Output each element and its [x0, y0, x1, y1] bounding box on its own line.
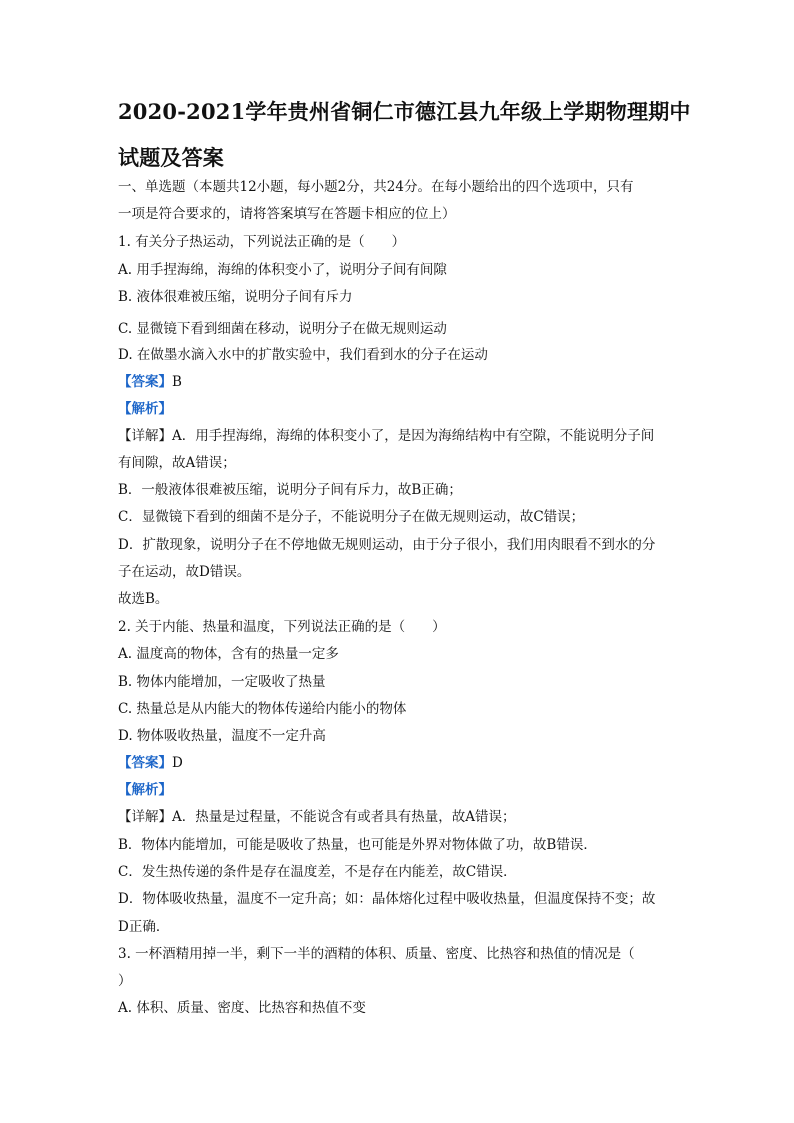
- q2-option-b: B. 物体内能增加，一定吸收了热量: [118, 674, 326, 690]
- q1-answer-value: B: [172, 374, 182, 390]
- q2-analysis-tag: [118, 781, 172, 799]
- q2-option-a: A. 温度高的物体，含有的热量一定多: [118, 646, 339, 662]
- q1-option-a: A. 用手捏海绵，海绵的体积变小了，说明分子间有间隙: [118, 262, 447, 278]
- q1-detail-a-line-2: 有间隙，故A错误；: [118, 455, 236, 471]
- q1-detail-d-line-1: D．扩散现象，说明分子在不停地做无规则运动，由于分子很小，我们用肉眼看不到水的分: [118, 537, 656, 553]
- q3-option-a: A. 体积、质量、密度、比热容和热值不变: [118, 1000, 366, 1016]
- q2-detail-d-line-2: D正确．: [118, 919, 170, 935]
- q1-detail-a-text: A．用手捏海绵，海绵的体积变小了，是因为海绵结构中有空隙，不能说明分子间: [172, 428, 655, 444]
- q2-answer: [118, 754, 183, 772]
- q1-stem: 1. 有关分子热运动，下列说法正确的是（ ）: [118, 234, 406, 250]
- q1-option-b: B. 液体很难被压缩，说明分子间有斥力: [118, 289, 353, 305]
- q1-detail-c: C．显微镜下看到的细菌不是分子，不能说明分子在做无规则运动，故C错误；: [118, 509, 585, 525]
- q3-stem-line-1: 3. 一杯酒精用掉一半，剩下一半的酒精的体积、质量、密度、比热容和热值的情况是（: [118, 946, 635, 962]
- q2-detail-a: [118, 808, 516, 826]
- q2-answer-value: D: [172, 755, 183, 771]
- q1-analysis-tag: [118, 400, 172, 418]
- document-title-line-2: 试题及答案: [118, 145, 224, 170]
- q2-detail-c: C．发生热传递的条件是存在温度差，不是存在内能差，故C错误．: [118, 864, 517, 880]
- q1-detail-b: B．一般液体很难被压缩，说明分子间有斥力，故B正确；: [118, 482, 462, 498]
- section-heading-line-2: 一项是符合要求的，请将答案填写在答题卡相应的位上）: [118, 206, 456, 222]
- answer-tag: 【答案】: [118, 374, 172, 390]
- section-heading-line-1: 一、单选题（本题共12小题，每小题2分，共24分。在每小题给出的四个选项中，只有: [118, 179, 634, 195]
- detail-tag: 【详解】: [118, 428, 172, 444]
- q1-detail-a-line-1: [118, 427, 654, 445]
- document-title-line-1: 2020-2021学年贵州省铜仁市德江县九年级上学期物理期中: [118, 99, 691, 124]
- q2-stem: 2. 关于内能、热量和温度，下列说法正确的是（ ）: [118, 619, 446, 635]
- q1-option-c: C. 显微镜下看到细菌在移动，说明分子在做无规则运动: [118, 321, 447, 337]
- q3-stem-line-2: ）: [118, 973, 132, 989]
- q2-option-c: C. 热量总是从内能大的物体传递给内能小的物体: [118, 701, 407, 717]
- q2-detail-a-text: A．热量是过程量，不能说含有或者具有热量，故A错误；: [172, 809, 516, 825]
- answer-tag: 【答案】: [118, 755, 172, 771]
- detail-tag: 【详解】: [118, 809, 172, 825]
- q2-detail-d-line-1: D．物体吸收热量，温度不一定升高；如：晶体熔化过程中吸收热量，但温度保持不变；故: [118, 891, 656, 907]
- q1-option-d: D. 在做墨水滴入水中的扩散实验中，我们看到水的分子在运动: [118, 347, 488, 363]
- q2-detail-b: B．物体内能增加，可能是吸收了热量，也可能是外界对物体做了功，故B错误．: [118, 837, 597, 853]
- q1-detail-d-line-2: 子在运动，故D错误。: [118, 564, 251, 580]
- analysis-tag: 【解析】: [118, 401, 172, 417]
- analysis-tag: 【解析】: [118, 782, 172, 798]
- q2-option-d: D. 物体吸收热量，温度不一定升高: [118, 728, 326, 744]
- q1-answer: [118, 373, 182, 391]
- q1-conclusion: 故选B。: [118, 591, 169, 607]
